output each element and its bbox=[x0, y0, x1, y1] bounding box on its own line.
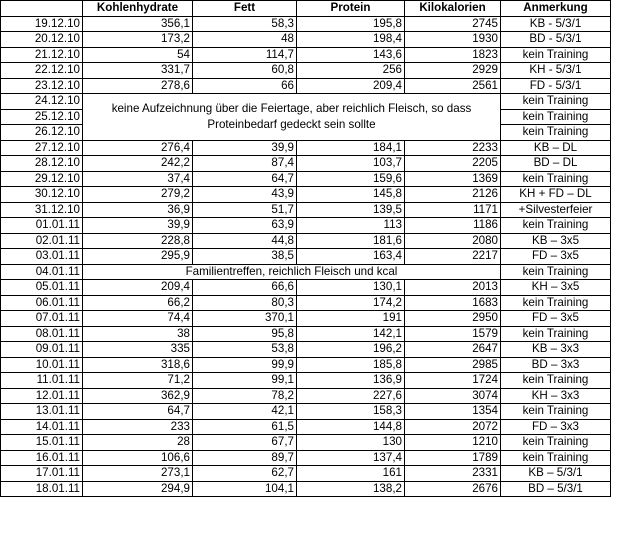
cell-kohlenhydrate[interactable]: 39,9 bbox=[83, 218, 193, 234]
cell-kilokalorien[interactable]: 1930 bbox=[405, 32, 501, 48]
cell-date[interactable]: 14.01.11 bbox=[1, 419, 83, 435]
cell-date[interactable]: 09.01.11 bbox=[1, 342, 83, 358]
cell-kohlenhydrate[interactable]: 71,2 bbox=[83, 373, 193, 389]
cell-date[interactable]: 20.12.10 bbox=[1, 32, 83, 48]
table-row bbox=[1, 311, 611, 327]
cell-protein[interactable]: 144,8 bbox=[297, 419, 405, 435]
cell-kohlenhydrate[interactable]: 66,2 bbox=[83, 295, 193, 311]
table-row bbox=[1, 481, 611, 497]
cell-anmerkung[interactable]: kein Training bbox=[501, 450, 611, 466]
cell-date[interactable]: 01.01.11 bbox=[1, 218, 83, 234]
cell-protein[interactable]: 145,8 bbox=[297, 187, 405, 203]
cell-kilokalorien[interactable]: 1186 bbox=[405, 218, 501, 234]
cell-anmerkung[interactable]: BD – 5/3/1 bbox=[501, 481, 611, 497]
header-fett: Fett bbox=[193, 1, 297, 17]
cell-protein[interactable]: 161 bbox=[297, 466, 405, 482]
cell-kohlenhydrate[interactable]: 273,1 bbox=[83, 466, 193, 482]
cell-fett[interactable]: 66 bbox=[193, 78, 297, 94]
cell-kilokalorien[interactable]: 2080 bbox=[405, 233, 501, 249]
table-row bbox=[1, 404, 611, 420]
cell-fett[interactable]: 43,9 bbox=[193, 187, 297, 203]
table-row bbox=[1, 419, 611, 435]
cell-kohlenhydrate[interactable]: 279,2 bbox=[83, 187, 193, 203]
cell-date[interactable]: 30.12.10 bbox=[1, 187, 83, 203]
cell-protein[interactable]: 136,9 bbox=[297, 373, 405, 389]
cell-kohlenhydrate[interactable]: 276,4 bbox=[83, 140, 193, 156]
cell-protein[interactable]: 209,4 bbox=[297, 78, 405, 94]
cell-fett[interactable]: 64,7 bbox=[193, 171, 297, 187]
cell-protein[interactable]: 159,6 bbox=[297, 171, 405, 187]
cell-protein[interactable]: 196,2 bbox=[297, 342, 405, 358]
cell-remark-merged[interactable]: Familientreffen, reichlich Fleisch und kcal bbox=[83, 264, 501, 280]
cell-anmerkung[interactable]: +Silvesterfeier bbox=[501, 202, 611, 218]
cell-kilokalorien[interactable]: 1354 bbox=[405, 404, 501, 420]
cell-anmerkung[interactable]: BD - 5/3/1 bbox=[501, 32, 611, 48]
table-row bbox=[1, 78, 611, 94]
cell-anmerkung[interactable]: kein Training bbox=[501, 94, 611, 110]
cell-protein[interactable]: 143,6 bbox=[297, 47, 405, 63]
cell-kilokalorien[interactable]: 2331 bbox=[405, 466, 501, 482]
cell-anmerkung[interactable]: FD – 3x3 bbox=[501, 419, 611, 435]
cell-fett[interactable]: 53,8 bbox=[193, 342, 297, 358]
cell-anmerkung[interactable]: KH + FD – DL bbox=[501, 187, 611, 203]
cell-anmerkung[interactable]: KB – 5/3/1 bbox=[501, 466, 611, 482]
cell-fett[interactable]: 39,9 bbox=[193, 140, 297, 156]
cell-anmerkung[interactable]: kein Training bbox=[501, 218, 611, 234]
cell-kilokalorien[interactable]: 2126 bbox=[405, 187, 501, 203]
cell-kohlenhydrate[interactable]: 228,8 bbox=[83, 233, 193, 249]
cell-date[interactable]: 07.01.11 bbox=[1, 311, 83, 327]
table-row bbox=[1, 16, 611, 32]
cell-protein[interactable]: 198,4 bbox=[297, 32, 405, 48]
cell-fett[interactable]: 63,9 bbox=[193, 218, 297, 234]
cell-anmerkung[interactable]: kein Training bbox=[501, 47, 611, 63]
cell-protein[interactable]: 184,1 bbox=[297, 140, 405, 156]
cell-date[interactable]: 24.12.10 bbox=[1, 94, 83, 110]
cell-kohlenhydrate[interactable]: 36,9 bbox=[83, 202, 193, 218]
cell-kilokalorien[interactable]: 1724 bbox=[405, 373, 501, 389]
cell-date[interactable]: 31.12.10 bbox=[1, 202, 83, 218]
cell-anmerkung[interactable]: kein Training bbox=[501, 326, 611, 342]
cell-kohlenhydrate[interactable]: 233 bbox=[83, 419, 193, 435]
cell-date[interactable]: 13.01.11 bbox=[1, 404, 83, 420]
cell-protein[interactable]: 138,2 bbox=[297, 481, 405, 497]
cell-kilokalorien[interactable]: 2985 bbox=[405, 357, 501, 373]
cell-kohlenhydrate[interactable]: 54 bbox=[83, 47, 193, 63]
table-row bbox=[1, 435, 611, 451]
cell-protein[interactable]: 137,4 bbox=[297, 450, 405, 466]
cell-anmerkung[interactable]: kein Training bbox=[501, 295, 611, 311]
table-row bbox=[1, 171, 611, 187]
cell-fett[interactable]: 67,7 bbox=[193, 435, 297, 451]
cell-kilokalorien[interactable]: 2561 bbox=[405, 78, 501, 94]
cell-protein[interactable]: 139,5 bbox=[297, 202, 405, 218]
cell-anmerkung[interactable]: KB - 5/3/1 bbox=[501, 16, 611, 32]
cell-date[interactable]: 02.01.11 bbox=[1, 233, 83, 249]
header-protein: Protein bbox=[297, 1, 405, 17]
table-row bbox=[1, 47, 611, 63]
table-row bbox=[1, 63, 611, 79]
table-row bbox=[1, 202, 611, 218]
cell-kohlenhydrate[interactable]: 335 bbox=[83, 342, 193, 358]
cell-anmerkung[interactable]: BD – DL bbox=[501, 156, 611, 172]
cell-date[interactable]: 12.01.11 bbox=[1, 388, 83, 404]
cell-kohlenhydrate[interactable]: 242,2 bbox=[83, 156, 193, 172]
cell-anmerkung[interactable]: KB – 3x3 bbox=[501, 342, 611, 358]
cell-kohlenhydrate[interactable]: 356,1 bbox=[83, 16, 193, 32]
cell-kilokalorien[interactable]: 2676 bbox=[405, 481, 501, 497]
table-row bbox=[1, 326, 611, 342]
cell-anmerkung[interactable]: kein Training bbox=[501, 404, 611, 420]
cell-fett[interactable]: 48 bbox=[193, 32, 297, 48]
cell-date[interactable]: 16.01.11 bbox=[1, 450, 83, 466]
cell-date[interactable]: 11.01.11 bbox=[1, 373, 83, 389]
cell-date[interactable]: 25.12.10 bbox=[1, 109, 83, 125]
cell-kilokalorien[interactable]: 2929 bbox=[405, 63, 501, 79]
cell-protein[interactable]: 103,7 bbox=[297, 156, 405, 172]
cell-fett[interactable]: 80,3 bbox=[193, 295, 297, 311]
cell-kilokalorien[interactable]: 2745 bbox=[405, 16, 501, 32]
cell-fett[interactable]: 99,1 bbox=[193, 373, 297, 389]
cell-protein[interactable]: 142,1 bbox=[297, 326, 405, 342]
header-row bbox=[1, 1, 611, 17]
cell-date[interactable]: 10.01.11 bbox=[1, 357, 83, 373]
cell-fett[interactable]: 95,8 bbox=[193, 326, 297, 342]
cell-date[interactable]: 18.01.11 bbox=[1, 481, 83, 497]
cell-fett[interactable]: 114,7 bbox=[193, 47, 297, 63]
cell-date[interactable]: 05.01.11 bbox=[1, 280, 83, 296]
cell-anmerkung[interactable]: KH – 3x3 bbox=[501, 388, 611, 404]
cell-protein[interactable]: 174,2 bbox=[297, 295, 405, 311]
cell-kilokalorien[interactable]: 1210 bbox=[405, 435, 501, 451]
table-row bbox=[1, 156, 611, 172]
cell-kilokalorien[interactable]: 1683 bbox=[405, 295, 501, 311]
cell-fett[interactable]: 87,4 bbox=[193, 156, 297, 172]
cell-kilokalorien[interactable]: 2013 bbox=[405, 280, 501, 296]
cell-fett[interactable]: 58,3 bbox=[193, 16, 297, 32]
cell-kilokalorien[interactable]: 2217 bbox=[405, 249, 501, 265]
cell-kilokalorien[interactable]: 1171 bbox=[405, 202, 501, 218]
table-row bbox=[1, 342, 611, 358]
cell-kilokalorien[interactable]: 2950 bbox=[405, 311, 501, 327]
table-row bbox=[1, 357, 611, 373]
table-row bbox=[1, 32, 611, 48]
cell-date[interactable]: 04.01.11 bbox=[1, 264, 83, 280]
cell-date[interactable]: 22.12.10 bbox=[1, 63, 83, 79]
cell-anmerkung[interactable]: kein Training bbox=[501, 264, 611, 280]
cell-fett[interactable]: 61,5 bbox=[193, 419, 297, 435]
cell-fett[interactable]: 78,2 bbox=[193, 388, 297, 404]
cell-anmerkung[interactable]: kein Training bbox=[501, 373, 611, 389]
cell-kilokalorien[interactable]: 2233 bbox=[405, 140, 501, 156]
cell-protein[interactable]: 158,3 bbox=[297, 404, 405, 420]
table-row bbox=[1, 249, 611, 265]
cell-protein[interactable]: 113 bbox=[297, 218, 405, 234]
table-row bbox=[1, 466, 611, 482]
cell-remark-merged[interactable]: keine Aufzeichnung über die Feiertage, aber reichlich Fleisch, so dass Proteinbedarf gedeckt sein sollte bbox=[83, 94, 501, 141]
cell-anmerkung[interactable]: KH - 5/3/1 bbox=[501, 63, 611, 79]
table-row bbox=[1, 187, 611, 203]
cell-anmerkung[interactable]: KB – DL bbox=[501, 140, 611, 156]
header-kilokalorien: Kilokalorien bbox=[405, 1, 501, 17]
table-row bbox=[1, 140, 611, 156]
cell-date[interactable]: 03.01.11 bbox=[1, 249, 83, 265]
cell-kohlenhydrate[interactable]: 64,7 bbox=[83, 404, 193, 420]
cell-anmerkung[interactable]: kein Training bbox=[501, 435, 611, 451]
cell-kilokalorien[interactable]: 1369 bbox=[405, 171, 501, 187]
cell-protein[interactable]: 195,8 bbox=[297, 16, 405, 32]
cell-kohlenhydrate[interactable]: 295,9 bbox=[83, 249, 193, 265]
table-row bbox=[1, 264, 611, 280]
cell-kohlenhydrate[interactable]: 331,7 bbox=[83, 63, 193, 79]
cell-kilokalorien[interactable]: 1823 bbox=[405, 47, 501, 63]
cell-kilokalorien[interactable]: 2205 bbox=[405, 156, 501, 172]
table-row bbox=[1, 280, 611, 296]
cell-kohlenhydrate[interactable]: 278,6 bbox=[83, 78, 193, 94]
cell-protein[interactable]: 191 bbox=[297, 311, 405, 327]
table-row bbox=[1, 233, 611, 249]
table-row bbox=[1, 450, 611, 466]
cell-anmerkung[interactable]: kein Training bbox=[501, 171, 611, 187]
cell-fett[interactable]: 51,7 bbox=[193, 202, 297, 218]
cell-fett[interactable]: 38,5 bbox=[193, 249, 297, 265]
cell-kohlenhydrate[interactable]: 173,2 bbox=[83, 32, 193, 48]
cell-kilokalorien[interactable]: 1579 bbox=[405, 326, 501, 342]
cell-date[interactable]: 21.12.10 bbox=[1, 47, 83, 63]
header-kohlenhydrate: Kohlenhydrate bbox=[83, 1, 193, 17]
cell-protein[interactable]: 163,4 bbox=[297, 249, 405, 265]
cell-kilokalorien[interactable]: 3074 bbox=[405, 388, 501, 404]
table-body bbox=[1, 16, 611, 497]
cell-date[interactable]: 08.01.11 bbox=[1, 326, 83, 342]
cell-kilokalorien[interactable]: 1789 bbox=[405, 450, 501, 466]
cell-kilokalorien[interactable]: 2647 bbox=[405, 342, 501, 358]
cell-protein[interactable]: 256 bbox=[297, 63, 405, 79]
cell-anmerkung[interactable]: kein Training bbox=[501, 109, 611, 125]
cell-fett[interactable]: 62,7 bbox=[193, 466, 297, 482]
cell-protein[interactable]: 130 bbox=[297, 435, 405, 451]
cell-fett[interactable]: 66,6 bbox=[193, 280, 297, 296]
cell-kilokalorien[interactable]: 2072 bbox=[405, 419, 501, 435]
cell-fett[interactable]: 44,8 bbox=[193, 233, 297, 249]
cell-kohlenhydrate[interactable]: 37,4 bbox=[83, 171, 193, 187]
cell-protein[interactable]: 181,6 bbox=[297, 233, 405, 249]
cell-date[interactable]: 15.01.11 bbox=[1, 435, 83, 451]
cell-anmerkung[interactable]: KB – 3x5 bbox=[501, 233, 611, 249]
table-row bbox=[1, 94, 611, 110]
cell-date[interactable]: 17.01.11 bbox=[1, 466, 83, 482]
cell-anmerkung[interactable]: KH – 3x5 bbox=[501, 280, 611, 296]
cell-anmerkung[interactable]: BD – 3x3 bbox=[501, 357, 611, 373]
cell-protein[interactable]: 227,6 bbox=[297, 388, 405, 404]
cell-fett[interactable]: 60,8 bbox=[193, 63, 297, 79]
cell-protein[interactable]: 185,8 bbox=[297, 357, 405, 373]
cell-anmerkung[interactable]: FD - 5/3/1 bbox=[501, 78, 611, 94]
cell-kohlenhydrate[interactable]: 209,4 bbox=[83, 280, 193, 296]
cell-kohlenhydrate[interactable]: 106,6 bbox=[83, 450, 193, 466]
cell-anmerkung[interactable]: FD – 3x5 bbox=[501, 249, 611, 265]
cell-date[interactable]: 26.12.10 bbox=[1, 125, 83, 141]
cell-date[interactable]: 28.12.10 bbox=[1, 156, 83, 172]
cell-anmerkung[interactable]: FD – 3x5 bbox=[501, 311, 611, 327]
cell-date[interactable]: 23.12.10 bbox=[1, 78, 83, 94]
cell-fett[interactable]: 42,1 bbox=[193, 404, 297, 420]
header-anmerkung: Anmerkung bbox=[501, 1, 611, 17]
cell-kohlenhydrate[interactable]: 28 bbox=[83, 435, 193, 451]
cell-date[interactable]: 27.12.10 bbox=[1, 140, 83, 156]
cell-fett[interactable]: 89,7 bbox=[193, 450, 297, 466]
cell-date[interactable]: 29.12.10 bbox=[1, 171, 83, 187]
cell-kohlenhydrate[interactable]: 294,9 bbox=[83, 481, 193, 497]
cell-fett[interactable]: 104,1 bbox=[193, 481, 297, 497]
cell-protein[interactable]: 130,1 bbox=[297, 280, 405, 296]
header-date bbox=[1, 1, 83, 17]
cell-kohlenhydrate[interactable]: 38 bbox=[83, 326, 193, 342]
table-row bbox=[1, 295, 611, 311]
table-row bbox=[1, 373, 611, 389]
cell-anmerkung[interactable]: kein Training bbox=[501, 125, 611, 141]
cell-kohlenhydrate[interactable]: 362,9 bbox=[83, 388, 193, 404]
table-row bbox=[1, 388, 611, 404]
cell-fett[interactable]: 99,9 bbox=[193, 357, 297, 373]
cell-fett[interactable]: 370,1 bbox=[193, 311, 297, 327]
table-row bbox=[1, 218, 611, 234]
cell-date[interactable]: 06.01.11 bbox=[1, 295, 83, 311]
cell-kohlenhydrate[interactable]: 74,4 bbox=[83, 311, 193, 327]
cell-kohlenhydrate[interactable]: 318,6 bbox=[83, 357, 193, 373]
cell-date[interactable]: 19.12.10 bbox=[1, 16, 83, 32]
